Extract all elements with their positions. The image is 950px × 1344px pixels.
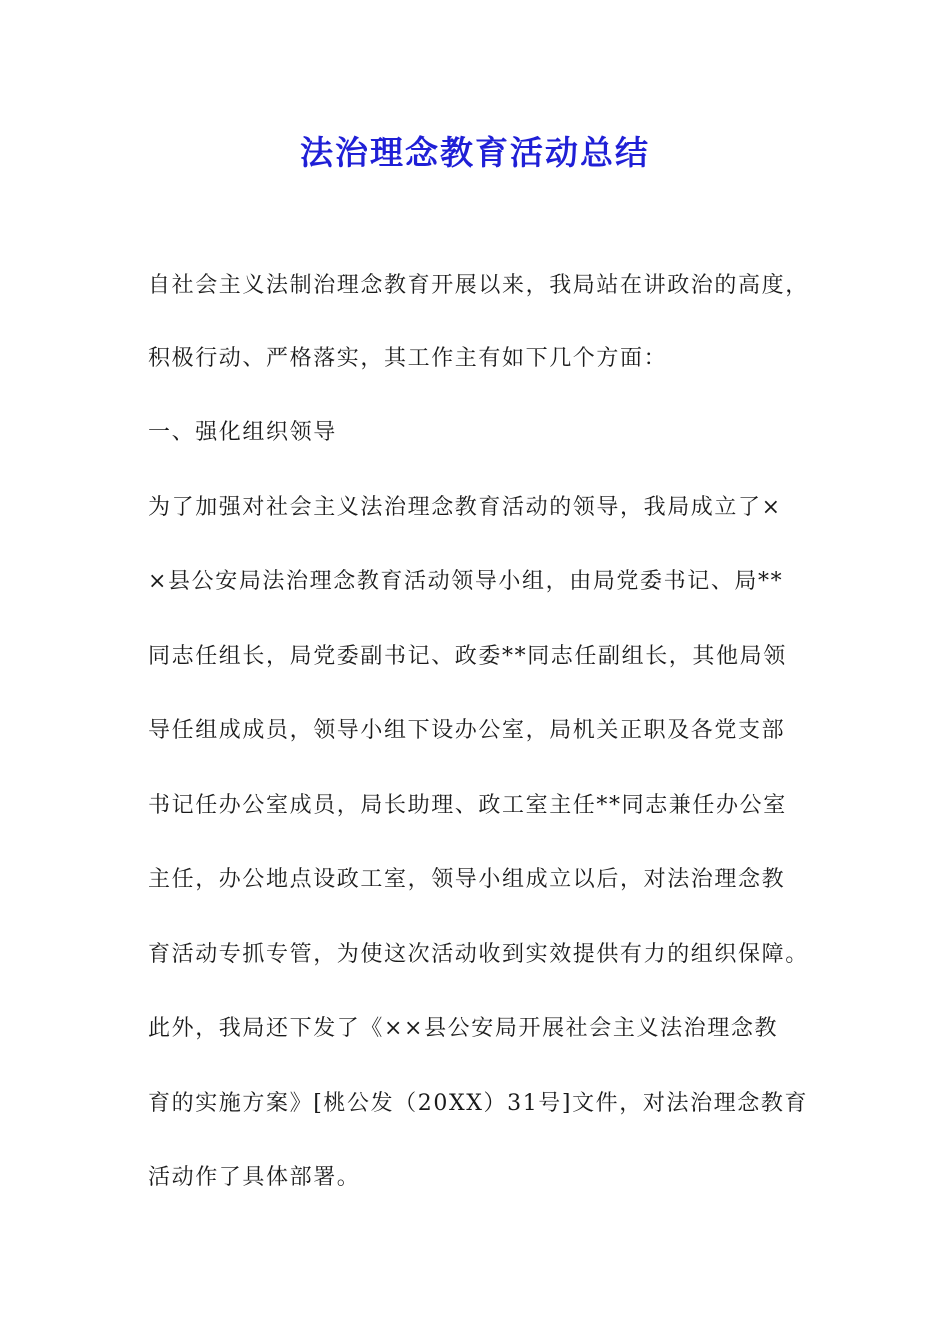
body-line-9: 育活动专抓专管，为使这次活动收到实效提供有力的组织保障。 [148,942,809,967]
body-line-2: 积极行动、严格落实，其工作主有如下几个方面： [148,346,668,371]
body-line-4: ×县公安局法治理念教育活动领导小组，由局党委书记、局** [148,569,784,594]
body-line-8: 主任，办公地点设政工室，领导小组成立以后，对法治理念教 [148,867,786,892]
body-line-7: 书记任办公室成员，局长助理、政工室主任**同志兼任办公室 [148,793,787,818]
body-line-1: 自社会主义法制治理念教育开展以来，我局站在讲政治的高度， [148,273,809,298]
body-line-3: 为了加强对社会主义法治理念教育活动的领导，我局成立了× [148,495,782,520]
document-title: 法治理念教育活动总结 [300,133,650,172]
body-line-10: 此外，我局还下发了《××县公安局开展社会主义法治理念教 [148,1016,779,1041]
section-heading-1: 一、强化组织领导 [148,420,337,445]
body-line-12: 活动作了具体部署。 [148,1165,361,1190]
body-line-11: 育的实施方案》[桃公发（20XX）31号]文件，对法治理念教育 [148,1091,809,1116]
body-line-5: 同志任组长，局党委副书记、政委**同志任副组长，其他局领 [148,644,787,669]
body-line-6: 导任组成成员，领导小组下设办公室，局机关正职及各党支部 [148,718,786,743]
